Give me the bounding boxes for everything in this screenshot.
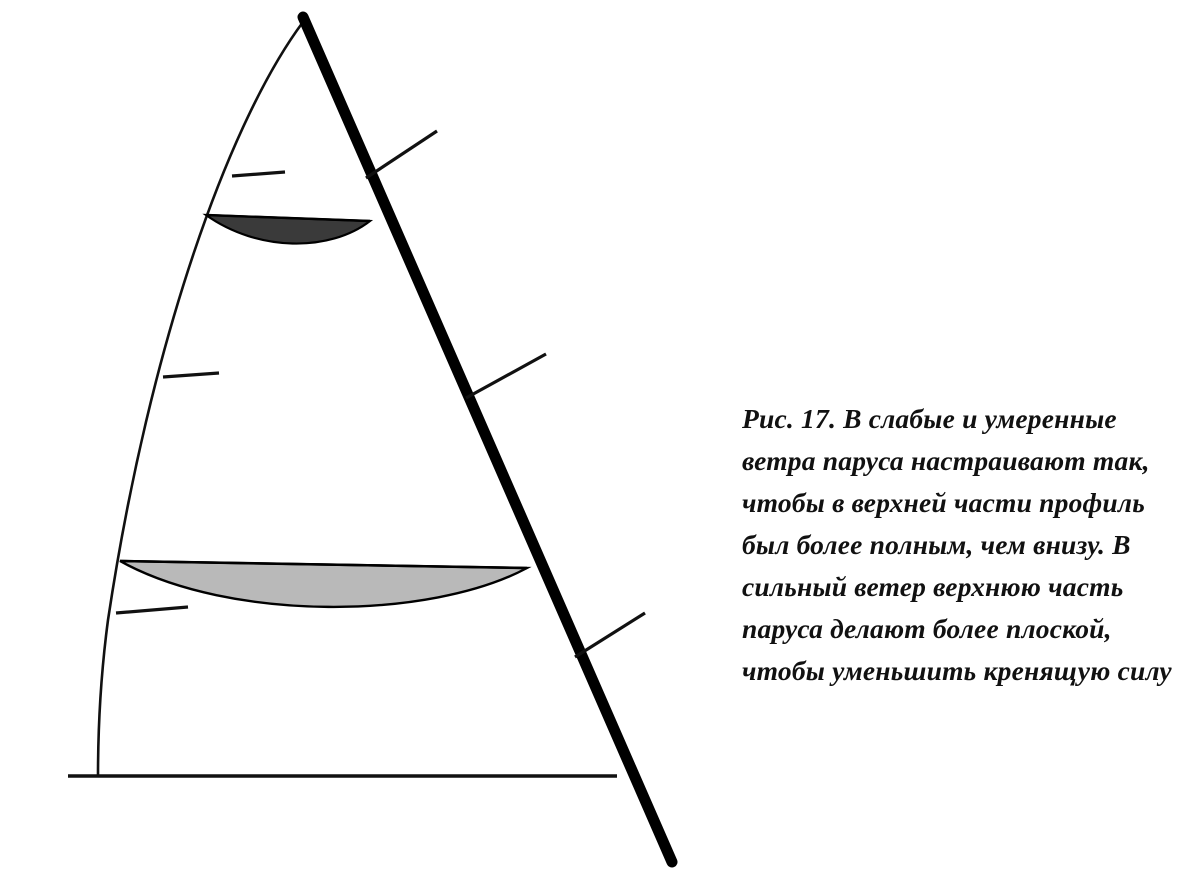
tick-middle-right xyxy=(466,354,546,398)
mast-leech-line xyxy=(303,17,672,862)
sail-luff-curve xyxy=(98,22,303,776)
figure-caption: Рис. 17. В слабые и умеренные ветра паруса настраивают так, чтобы в верхней части профиль был более полным, чем внизу. В сильный ветер верхнюю часть паруса делают более плоской, чтобы уменьшить кренящую силу xyxy=(742,403,1172,686)
tick-lower-left xyxy=(116,607,188,613)
tick-upper-right xyxy=(366,131,437,178)
tick-lower-right xyxy=(575,613,645,657)
tick-middle-left xyxy=(163,373,219,377)
tick-upper-left xyxy=(232,172,285,176)
